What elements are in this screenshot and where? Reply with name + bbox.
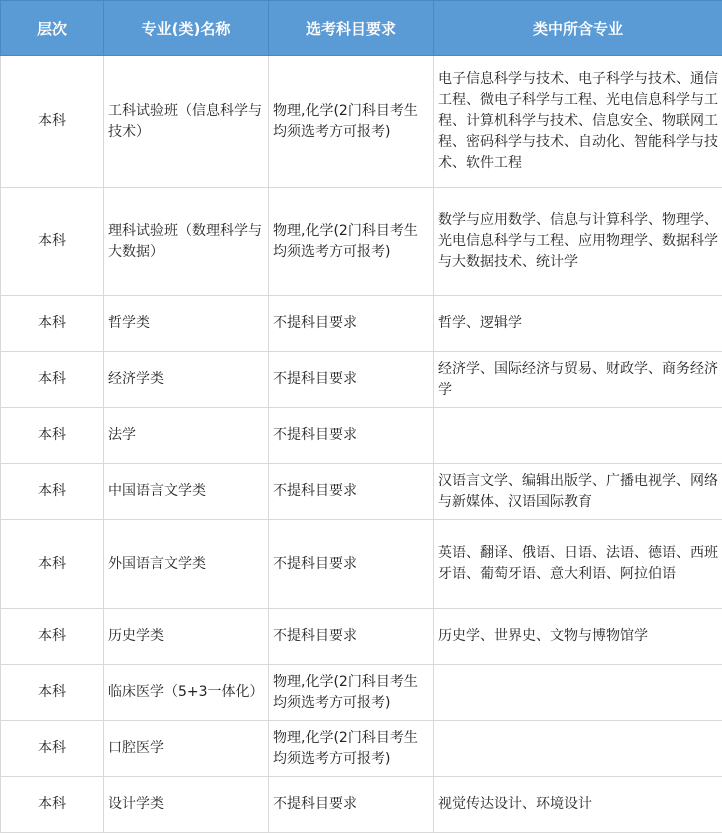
cell-level: 本科 xyxy=(1,296,104,352)
cell-major-name: 中国语言文学类 xyxy=(104,464,269,520)
cell-included-majors xyxy=(434,408,722,464)
table-row xyxy=(1,408,722,464)
cell-major-name: 理科试验班（数理科学与大数据） xyxy=(104,188,269,296)
cell-requirement: 不提科目要求 xyxy=(269,777,434,833)
cell-level: 本科 xyxy=(1,609,104,665)
header-included-majors: 类中所含专业 xyxy=(434,1,722,56)
cell-major-name: 临床医学（5+3一体化） xyxy=(104,665,269,721)
cell-requirement: 物理,化学(2门科目考生均须选考方可报考) xyxy=(269,721,434,777)
cell-level: 本科 xyxy=(1,777,104,833)
cell-included-majors: 哲学、逻辑学 xyxy=(434,296,722,352)
cell-included-majors: 数学与应用数学、信息与计算科学、物理学、光电信息科学与工程、应用物理学、数据科学与大数据技术、统计学 xyxy=(434,188,722,296)
table-row xyxy=(1,721,722,777)
cell-included-majors: 汉语言文学、编辑出版学、广播电视学、网络与新媒体、汉语国际教育 xyxy=(434,464,722,520)
cell-included-majors: 英语、翻译、俄语、日语、法语、德语、西班牙语、葡萄牙语、意大利语、阿拉伯语 xyxy=(434,520,722,609)
cell-included-majors: 经济学、国际经济与贸易、财政学、商务经济学 xyxy=(434,352,722,408)
cell-major-name: 设计学类 xyxy=(104,777,269,833)
cell-level: 本科 xyxy=(1,188,104,296)
cell-requirement: 不提科目要求 xyxy=(269,464,434,520)
cell-included-majors xyxy=(434,665,722,721)
cell-major-name: 经济学类 xyxy=(104,352,269,408)
cell-major-name: 外国语言文学类 xyxy=(104,520,269,609)
cell-requirement: 不提科目要求 xyxy=(269,520,434,609)
header-major-name: 专业(类)名称 xyxy=(104,1,269,56)
cell-level: 本科 xyxy=(1,665,104,721)
cell-level: 本科 xyxy=(1,721,104,777)
cell-requirement: 物理,化学(2门科目考生均须选考方可报考) xyxy=(269,188,434,296)
cell-included-majors xyxy=(434,721,722,777)
cell-major-name: 历史学类 xyxy=(104,609,269,665)
cell-level: 本科 xyxy=(1,352,104,408)
table-row xyxy=(1,665,722,721)
cell-included-majors: 电子信息科学与技术、电子科学与技术、通信工程、微电子科学与工程、光电信息科学与工程、计算机科学与技术、信息安全、物联网工程、密码科学与技术、自动化、智能科学与技术、软件工程 xyxy=(434,56,722,188)
cell-level: 本科 xyxy=(1,520,104,609)
table-row xyxy=(1,56,722,188)
cell-major-name: 法学 xyxy=(104,408,269,464)
table-row xyxy=(1,464,722,520)
table-row xyxy=(1,188,722,296)
cell-requirement: 物理,化学(2门科目考生均须选考方可报考) xyxy=(269,56,434,188)
cell-level: 本科 xyxy=(1,464,104,520)
cell-requirement: 物理,化学(2门科目考生均须选考方可报考) xyxy=(269,665,434,721)
cell-major-name: 口腔医学 xyxy=(104,721,269,777)
cell-level: 本科 xyxy=(1,56,104,188)
table-row xyxy=(1,609,722,665)
table-row xyxy=(1,296,722,352)
cell-included-majors: 视觉传达设计、环境设计 xyxy=(434,777,722,833)
cell-requirement: 不提科目要求 xyxy=(269,408,434,464)
cell-requirement: 不提科目要求 xyxy=(269,352,434,408)
table-row xyxy=(1,777,722,833)
cell-major-name: 工科试验班（信息科学与技术） xyxy=(104,56,269,188)
header-level: 层次 xyxy=(1,1,104,56)
table-row xyxy=(1,520,722,609)
cell-included-majors: 历史学、世界史、文物与博物馆学 xyxy=(434,609,722,665)
table-row xyxy=(1,352,722,408)
cell-requirement: 不提科目要求 xyxy=(269,609,434,665)
header-subject-requirement: 选考科目要求 xyxy=(269,1,434,56)
cell-level: 本科 xyxy=(1,408,104,464)
header-row xyxy=(1,1,722,56)
cell-major-name: 哲学类 xyxy=(104,296,269,352)
cell-requirement: 不提科目要求 xyxy=(269,296,434,352)
